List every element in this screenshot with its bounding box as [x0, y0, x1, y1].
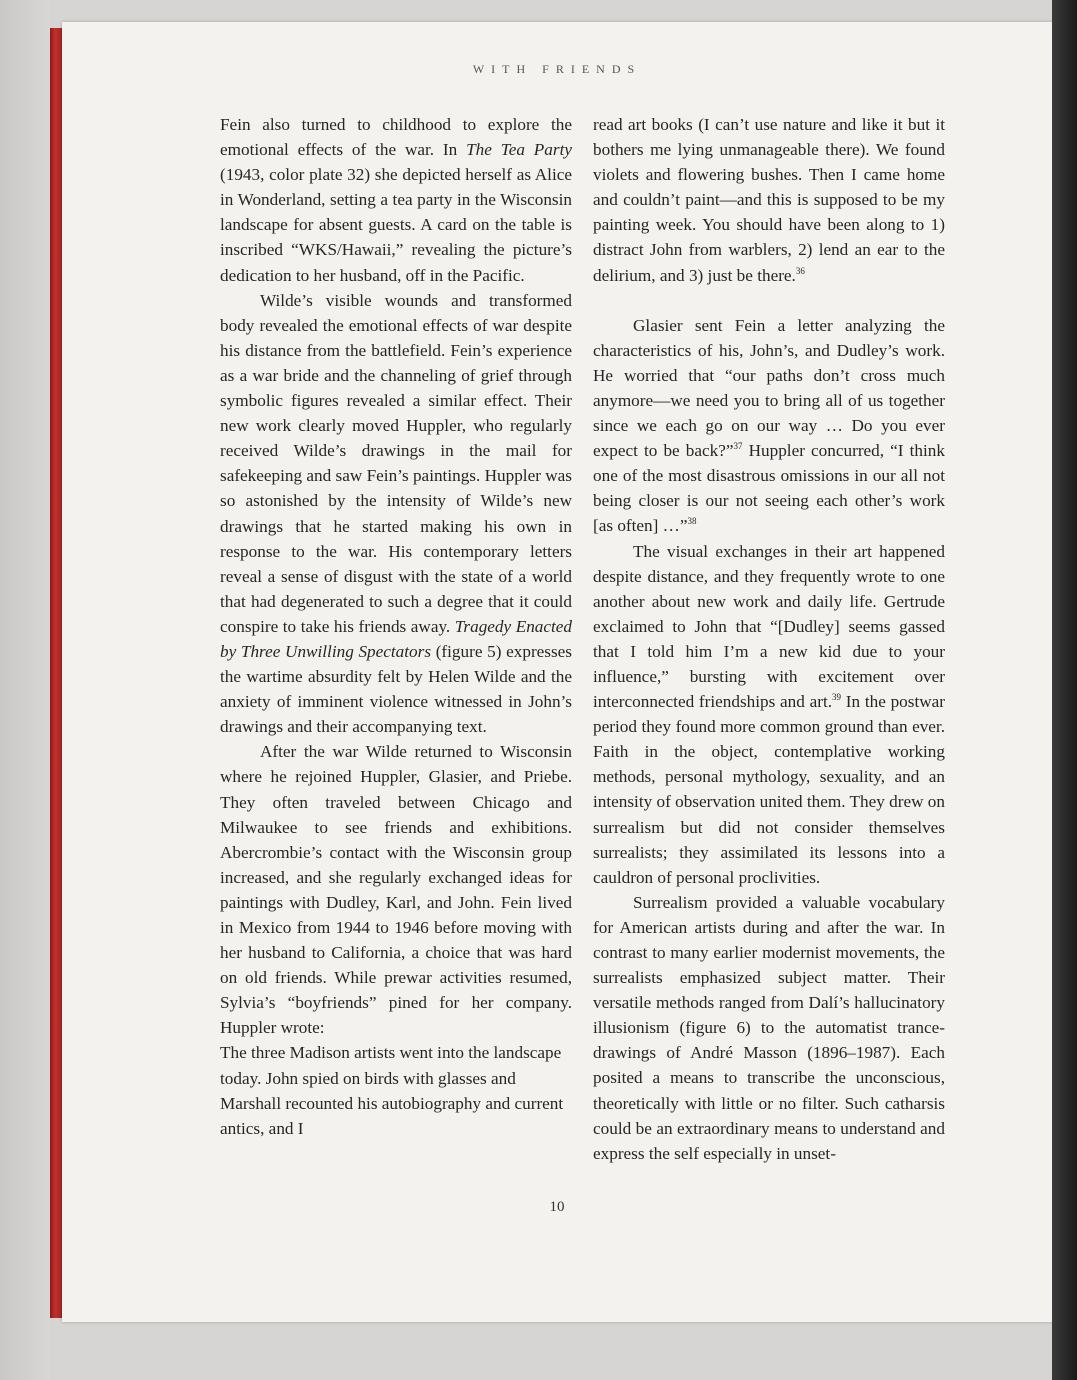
text-run: Fein also turned to childhood to explore the emotional effects of the war. In: [220, 115, 572, 160]
book-spine-edge: [50, 28, 62, 1318]
footnote-marker: 37: [733, 441, 743, 452]
body-paragraph: [593, 539, 945, 890]
running-head: WITH FRIENDS: [472, 62, 642, 76]
body-paragraph: [593, 890, 945, 1166]
text-run: After the war Wilde returned to Wisconsin where he rejoined Huppler, Glasier, and Priebe. They often traveled between Chicago and Milwaukee to see friends and exhibitions. Abercrombie’s contact with the Wisconsin group increased, and she regularly exchanged ideas for paintings with Dudley, Karl, and John. Fein lived in Mexico from 1944 to 1946 before moving with her husband to California, a choice that was hard on old friends. While prewar activities resumed, Sylvia’s “boyfriends” pined for her company. Huppler wrote:: [220, 742, 572, 1038]
italic-title: Tragedy Enacted by Three Unwilling Spectators: [220, 616, 573, 661]
book-page: [62, 22, 1052, 1322]
italic-title: The Tea Party: [466, 140, 572, 160]
text-run: Surrealism provided a valuable vocabulary for American artists during and after the war. In contrast to many earlier modernist movements, the surrealists emphasized subject matter. Their versatile methods ranged from Dalí’s hallucinatory illusionism (figure 6) to the automatist trance-drawings of André Masson (1896–1987). Each posited a means to transcribe the unconscious, theoretically with little or no filter. Such catharsis could be an extraordinary means to understand and express the self especially in unset-: [593, 892, 945, 1163]
body-paragraph: [593, 313, 945, 539]
scan-background-left: [0, 0, 50, 1380]
page-number: 10: [549, 1199, 565, 1215]
body-paragraph: [220, 739, 572, 1040]
footnote-marker: 38: [687, 516, 697, 527]
footnote-marker: 39: [832, 692, 842, 703]
text-run: In the postwar period they found more common ground than ever. Faith in the object, contemplative working methods, personal mythology, sexuality, and an intensity of observation united them. They drew on surrealism but did not consider themselves surrealists; they assimilated its lessons into a cauldron of personal proclivities.: [593, 692, 946, 887]
block-quote: [220, 1040, 572, 1140]
body-paragraph: [220, 288, 572, 740]
body-paragraph: [220, 112, 572, 288]
text-run: (1943, color plate 32) she depicted herself as Alice in Wonderland, setting a tea party in the Wisconsin landscape for absent guests. A card on the table is inscribed “WKS/Hawaii,” revealing the picture’s dedication to her husband, off in the Pacific.: [220, 165, 572, 285]
text-run: (figure 5) expresses the wartime absurdity felt by Helen Wilde and the anxiety of imminent violence witnessed in John’s drawings and their accompanying text.: [220, 641, 572, 737]
text-run: read art books (I can’t use nature and like it but it bothers me lying unmanageable there). We found violets and flowering bushes. Then I came home and couldn’t paint—and this is supposed to be my painting week. You should have been along to 1) distract John from warblers, 2) lend an ear to the delirium, and 3) just be there.: [593, 115, 945, 285]
text-run: Huppler concurred, “I think one of the most disastrous omissions in our all not being closer is our not seeing each other’s work [as often] …”: [593, 441, 945, 536]
left-text-column: [220, 112, 572, 1141]
text-run: Glasier sent Fein a letter analyzing the characteristics of his, John’s, and Dudley’s work. He worried that “our paths don’t cross much anymore—we need you to bring all of us together since we each go on our way … Do you ever expect to be back?”: [593, 315, 945, 461]
text-run: The three Madison artists went into the landscape today. John spied on birds with glasses and Marshall recounted his autobiography and current antics, and I: [220, 1043, 564, 1138]
text-run: Wilde’s visible wounds and transformed body revealed the emotional effects of war despite his distance from the battlefield. Fein’s experience as a war bride and the channeling of grief through symbolic figures revealed a similar effect. Their new work clearly moved Huppler, who regularly received Wilde’s drawings in the mail for safekeeping and saw Fein’s paintings. Huppler was so astonished by the intensity of Wilde’s new drawings that he started making his own in response to the war. His contemporary letters reveal a sense of disgust with the state of a world that had degenerated to such a degree that it could conspire to take his friends away.: [220, 290, 572, 636]
footnote-marker: 36: [795, 265, 805, 276]
text-run: The visual exchanges in their art happened despite distance, and they frequently wrote to one another about new work and daily life. Gertrude exclaimed to John that “[Dudley] seems gassed that I told him I’m a new kid due to your influence,” bursting with excitement over interconnected friendships and art.: [593, 541, 945, 712]
right-text-column: [593, 112, 945, 1166]
block-quote: [593, 112, 945, 288]
scan-background-right: [1052, 0, 1077, 1380]
